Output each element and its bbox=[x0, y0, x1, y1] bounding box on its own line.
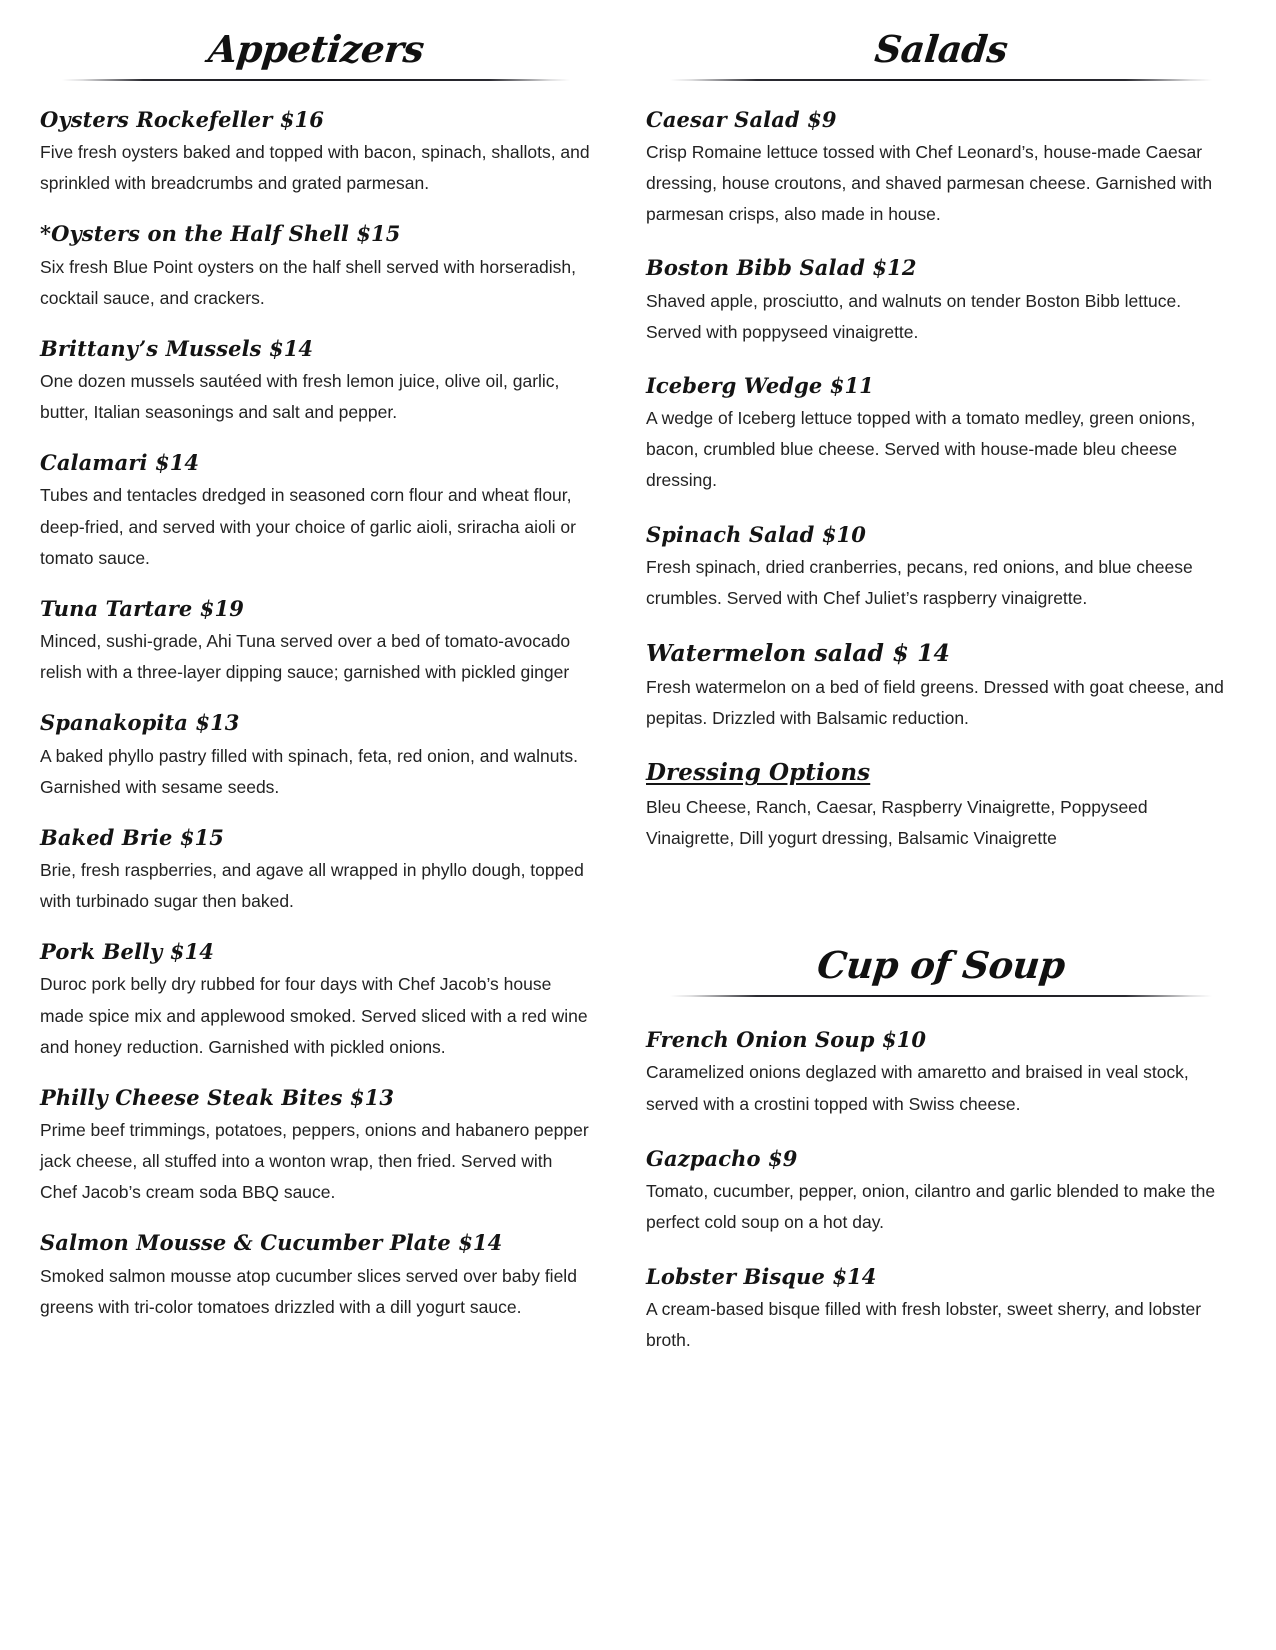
section-appetizers bbox=[40, 27, 592, 81]
menu-item bbox=[40, 221, 592, 313]
menu-item bbox=[40, 107, 592, 199]
menu-item-description: Tomato, cucumber, pepper, onion, cilantro and garlic blended to make the perfect cold soup on a hot day. bbox=[646, 1180, 1216, 1232]
menu-item-description: Fresh watermelon on a bed of field greens. Dressed with goat cheese, and pepitas. Drizzled with Balsamic reduction. bbox=[646, 677, 1224, 729]
section-title-appetizers: Appetizers bbox=[206, 27, 426, 71]
salads-item-list bbox=[646, 107, 1236, 855]
appetizers-item-list bbox=[40, 107, 592, 1323]
dressing-options bbox=[646, 759, 1236, 854]
menu-item bbox=[646, 1027, 1236, 1119]
section-divider-soup bbox=[670, 995, 1213, 997]
dressing-options-title: Dressing Options bbox=[646, 759, 871, 787]
menu-item bbox=[646, 373, 1236, 497]
menu-item-name: Brittany’s Mussels $14 bbox=[40, 335, 314, 361]
menu-item-name: French Onion Soup $10 bbox=[646, 1027, 927, 1053]
menu-item-name: Boston Bibb Salad $12 bbox=[646, 255, 917, 281]
menu-item-description: Minced, sushi-grade, Ahi Tuna served over a bed of tomato-avocado relish with a three-layer dipping sauce; garnished with pickled ginger bbox=[40, 631, 571, 683]
section-salads bbox=[646, 27, 1236, 81]
menu-item-description: Smoked salmon mousse atop cucumber slices served over baby field greens with tri-color tomatoes drizzled with a dill yogurt sauce. bbox=[40, 1265, 577, 1317]
menu-item-name: Caesar Salad $9 bbox=[646, 106, 837, 132]
menu-item-name: Spinach Salad $10 bbox=[646, 521, 866, 547]
menu-item-name: Iceberg Wedge $11 bbox=[646, 372, 874, 398]
menu-item-description: Crisp Romaine lettuce tossed with Chef Leonard’s, house-made Caesar dressing, house croutons, and shaved parmesan cheese. Garnished with parmesan crisps, also made in house. bbox=[646, 142, 1213, 225]
section-divider-salads bbox=[670, 79, 1213, 81]
menu-item-description: Duroc pork belly dry rubbed for four days with Chef Jacob’s house made spice mix and applewood smoked. Served sliced with a red wine and honey reduction. Garnished with pickled onions. bbox=[40, 974, 588, 1057]
menu-item-name: Oysters Rockefeller $16 bbox=[40, 106, 324, 132]
menu-item-name: Spanakopita $13 bbox=[40, 710, 240, 736]
menu-item-description: A wedge of Iceberg lettuce topped with a tomato medley, green onions, bacon, crumbled blue cheese. Served with house-made bleu cheese dressing. bbox=[646, 408, 1196, 491]
menu-item-description: A cream-based bisque filled with fresh lobster, sweet sherry, and lobster broth. bbox=[646, 1299, 1202, 1351]
dressing-options-list: Bleu Cheese, Ranch, Caesar, Raspberry Vinaigrette, Poppyseed Vinaigrette, Dill yogurt dressing, Balsamic Vinaigrette bbox=[646, 797, 1148, 849]
menu-item bbox=[40, 710, 592, 802]
menu-item-name: Philly Cheese Steak Bites $13 bbox=[40, 1084, 395, 1110]
menu-item-description: Prime beef trimmings, potatoes, peppers, onions and habanero pepper jack cheese, all stuffed into a wonton wrap, then fried. Served with Chef Jacob’s cream soda BBQ sauce. bbox=[40, 1120, 589, 1203]
section-title-soup: Cup of Soup bbox=[815, 943, 1068, 988]
section-divider-appetizers bbox=[62, 79, 570, 81]
section-soup bbox=[646, 943, 1236, 997]
menu-item-name: Tuna Tartare $19 bbox=[40, 595, 244, 621]
menu-item-name: Baked Brie $15 bbox=[40, 824, 224, 850]
menu-item bbox=[40, 450, 592, 574]
menu-item bbox=[40, 596, 592, 688]
menu-item bbox=[40, 1230, 592, 1322]
menu-item-description: Tubes and tentacles dredged in seasoned corn flour and wheat flour, deep-fried, and served with your choice of garlic aioli, sriracha aioli or tomato sauce. bbox=[40, 485, 576, 568]
menu-item-name: Salmon Mousse & Cucumber Plate $14 bbox=[40, 1230, 503, 1256]
menu-item-description: Six fresh Blue Point oysters on the half shell served with horseradish, cocktail sauce, and crackers. bbox=[40, 256, 576, 308]
menu-item-description: One dozen mussels sautéed with fresh lemon juice, olive oil, garlic, butter, Italian seasonings and salt and pepper. bbox=[40, 370, 560, 423]
menu-item-description: Caramelized onions deglazed with amaretto and braised in veal stock, served with a crostini topped with Swiss cheese. bbox=[646, 1062, 1189, 1114]
menu-item bbox=[646, 1264, 1236, 1356]
menu-item-name: Calamari $14 bbox=[40, 450, 200, 476]
soup-item-list bbox=[646, 1027, 1236, 1356]
menu-item bbox=[646, 255, 1236, 347]
menu-item bbox=[40, 825, 592, 917]
salads-and-soup-column bbox=[646, 27, 1236, 1383]
menu-item bbox=[40, 1085, 592, 1209]
menu-item bbox=[646, 639, 1236, 734]
menu-item bbox=[646, 107, 1236, 231]
menu-item-name: Gazpacho $9 bbox=[646, 1145, 798, 1171]
menu-item-name: Pork Belly $14 bbox=[40, 939, 214, 965]
menu-item-description: Five fresh oysters baked and topped with bacon, spinach, shallots, and sprinkled with breadcrumbs and grated parmesan. bbox=[40, 142, 590, 194]
menu-item-description: A baked phyllo pastry filled with spinach, feta, red onion, and walnuts. Garnished with sesame seeds. bbox=[40, 745, 578, 797]
menu-item-name: Lobster Bisque $14 bbox=[646, 1264, 877, 1290]
menu-item bbox=[646, 522, 1236, 614]
menu-item bbox=[40, 939, 592, 1063]
menu-item-name: Watermelon salad $ 14 bbox=[646, 639, 951, 667]
menu-item-description: Fresh spinach, dried cranberries, pecans, red onions, and blue cheese crumbles. Served with Chef Juliet’s raspberry vinaigrette. bbox=[646, 556, 1193, 608]
menu-item-description: Shaved apple, prosciutto, and walnuts on tender Boston Bibb lettuce. Served with poppyseed vinaigrette. bbox=[646, 290, 1182, 342]
menu-item bbox=[40, 336, 592, 428]
soup-section-wrapper bbox=[646, 943, 1236, 1356]
menu-item-description: Brie, fresh raspberries, and agave all wrapped in phyllo dough, topped with turbinado sugar then baked. bbox=[40, 859, 584, 912]
menu-item-name: *Oysters on the Half Shell $15 bbox=[40, 221, 401, 247]
menu-item bbox=[646, 1146, 1236, 1238]
section-title-salads: Salads bbox=[872, 27, 1010, 71]
appetizers-column bbox=[40, 27, 600, 1323]
